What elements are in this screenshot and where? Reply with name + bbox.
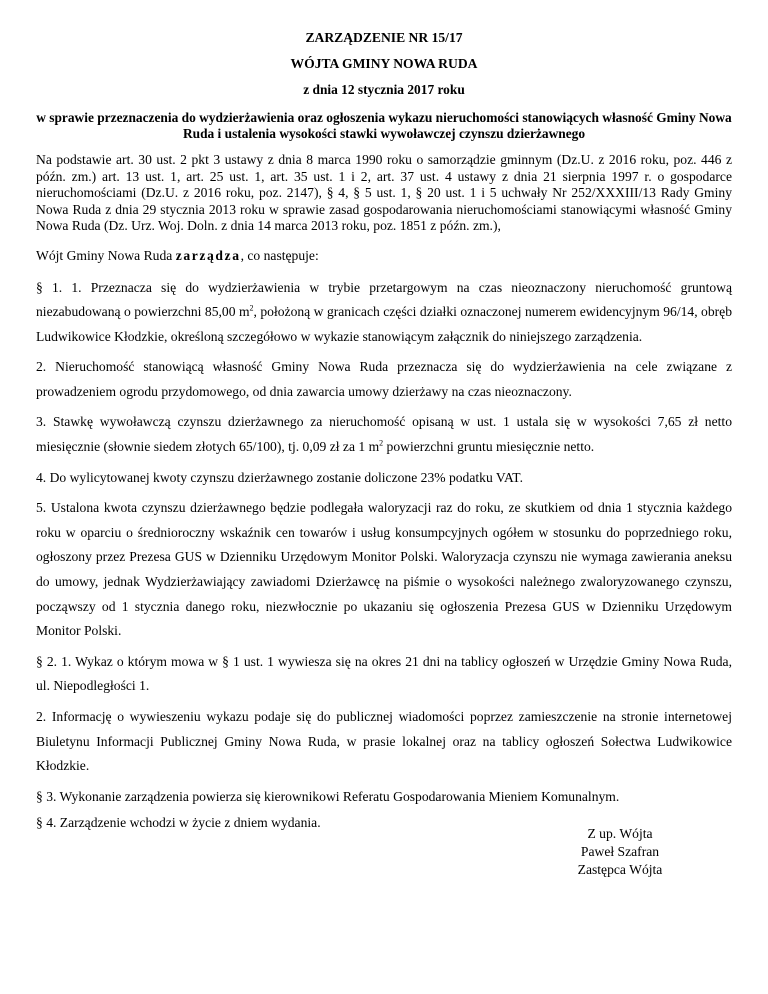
section-1-p1-text-b: , położoną w granicach części działki oznaczonej numerem ewidencyjnym 96/14, obręb Ludwikowice Kłodzkie, określoną szczegółowo w wykazie stanowiącym załącznik do niniejszego zarządzenia. [36, 304, 733, 344]
section-1-paragraph-5: 5. Ustalona kwota czynszu dzierżawnego będzie podlegała waloryzacji raz do roku, ze skutkiem od dnia 1 stycznia każdego roku w oparciu o średnioroczny wskaźnik cen towarów i usług konsumpcyjnych ogółem w stosunku do poprzedniego roku, ogłoszony przez Prezesa GUS w Dzienniku Urzędowym Monitor Polski. Waloryzacja czynszu nie wymaga zawierania aneksu do umowy, jednak Wydzierżawiający zawiadomi Dzierżawcę na piśmie o wysokości należnego zwaloryzowanego czynszu, począwszy od 1 stycznia danego roku, niezwłocznie po ukazaniu się ogłoszenia Prezesa GUS w Dzienniku Urzędowym Monitor Polski. [36, 500, 732, 639]
signature-line-2: Paweł Szafran [580, 844, 660, 860]
section-1-paragraph-4: 4. Do wylicytowanej kwoty czynszu dzierżawnego zostanie doliczone 23% podatku VAT. [36, 469, 523, 485]
decree-line-emphasis: zarządza [175, 247, 241, 263]
section-3-paragraph: § 3. Wykonanie zarządzenia powierza się kierownikowi Referatu Gospodarowania Mieniem Komunalnym. [36, 788, 620, 804]
section-1-paragraph-1 [36, 276, 732, 350]
section-1-p3-superscript: 2 [379, 438, 384, 448]
decree-line-before: Wójt Gminy Nowa Ruda [36, 247, 176, 263]
decree-line-after: , co następuje: [240, 247, 319, 263]
section-1-paragraph-2: 2. Nieruchomość stanowiącą własność Gminy Nowa Ruda przeznacza się do wydzierżawienia na cele związane z prowadzeniem ogrodu przydomowego, od dnia zawarcia umowy dzierżawy na czas nieoznaczony. [36, 359, 732, 399]
section-4-paragraph: § 4. Zarządzenie wchodzi w życie z dniem wydania. [36, 815, 321, 831]
section-1-paragraph-3 [36, 410, 732, 459]
document-date: z dnia 12 stycznia 2017 roku [303, 82, 465, 97]
section-1-p3-text-b: powierzchni gruntu miesięcznie netto. [383, 439, 595, 455]
signature-line-3: Zastępca Wójta [577, 862, 663, 878]
section-2-paragraph-1: § 2. 1. Wykaz o którym mowa w § 1 ust. 1 wywiesza się na okres 21 dni na tablicy ogłoszeń w Urzędzie Gminy Nowa Ruda, ul. Niepodległości 1. [36, 653, 732, 694]
decree-line [36, 247, 732, 264]
legal-basis-paragraph: Na podstawie art. 30 ust. 2 pkt 3 ustawy z dnia 8 marca 1990 roku o samorządzie gminnym (Dz.U. z 2016 roku, poz. 446 z późn. zm.) art. 13 ust. 1, art. 25 ust. 1, art. 35 ust. 1 i 2, art. 37 ust. 4 ustawy z dnia 21 sierpnia 1997 r. o gospodarce nieruchomościami (Dz.U. z 2016 roku, poz. 2147), § 4, § 5 ust. 1, § 20 ust. 1 i 5 uchwały Nr 252/XXXIII/13 Rady Gminy Nowa Ruda z dnia 29 stycznia 2013 roku w sprawie zasad gospodarowania nieruchomościami stanowiącymi własność Gminy Nowa Ruda (Dz. Urz. Woj. Doln. z dnia 14 marca 2013 roku, poz. 1851 z późn. zm.), [36, 152, 732, 233]
document-page [36, 30, 733, 878]
section-2-paragraph-2: 2. Informację o wywieszeniu wykazu podaje się do publicznej wiadomości poprzez zamieszczenie na stronie internetowej Biuletynu Informacji Publicznej Gminy Nowa Ruda, w prasie lokalnej oraz na tablicy ogłoszeń Sołectwa Ludwikowice Kłodzkie. [36, 709, 732, 774]
section-1-p1-superscript: 2 [249, 303, 254, 313]
signature-line-1: Z up. Wójta [587, 826, 653, 842]
section-1-p1-text-a: § 1. 1. Przeznacza się do wydzierżawienia w trybie przetargowym na czas nieoznaczony nieruchomość gruntową niezabudowaną o powierzchni 85,00 m [36, 279, 732, 320]
signature-block [550, 825, 690, 879]
closing-row [36, 815, 732, 878]
section-1-p3-text-a: 3. Stawkę wywoławczą czynszu dzierżawnego za nieruchomość opisaną w ust. 1 ustala się w wysokości 7,65 zł netto miesięcznie (słownie siedem złotych 65/100), tj. 0,09 zł za 1 m [36, 414, 732, 455]
document-subject: w sprawie przeznaczenia do wydzierżawienia oraz ogłoszenia wykazu nieruchomości stanowiących własność Gminy Nowa Ruda i ustalenia wysokości stawki wywoławczej czynszu dzierżawnego [36, 110, 732, 141]
document-issuer: WÓJTA GMINY NOWA RUDA [290, 56, 478, 71]
document-title: ZARZĄDZENIE NR 15/17 [305, 30, 463, 45]
